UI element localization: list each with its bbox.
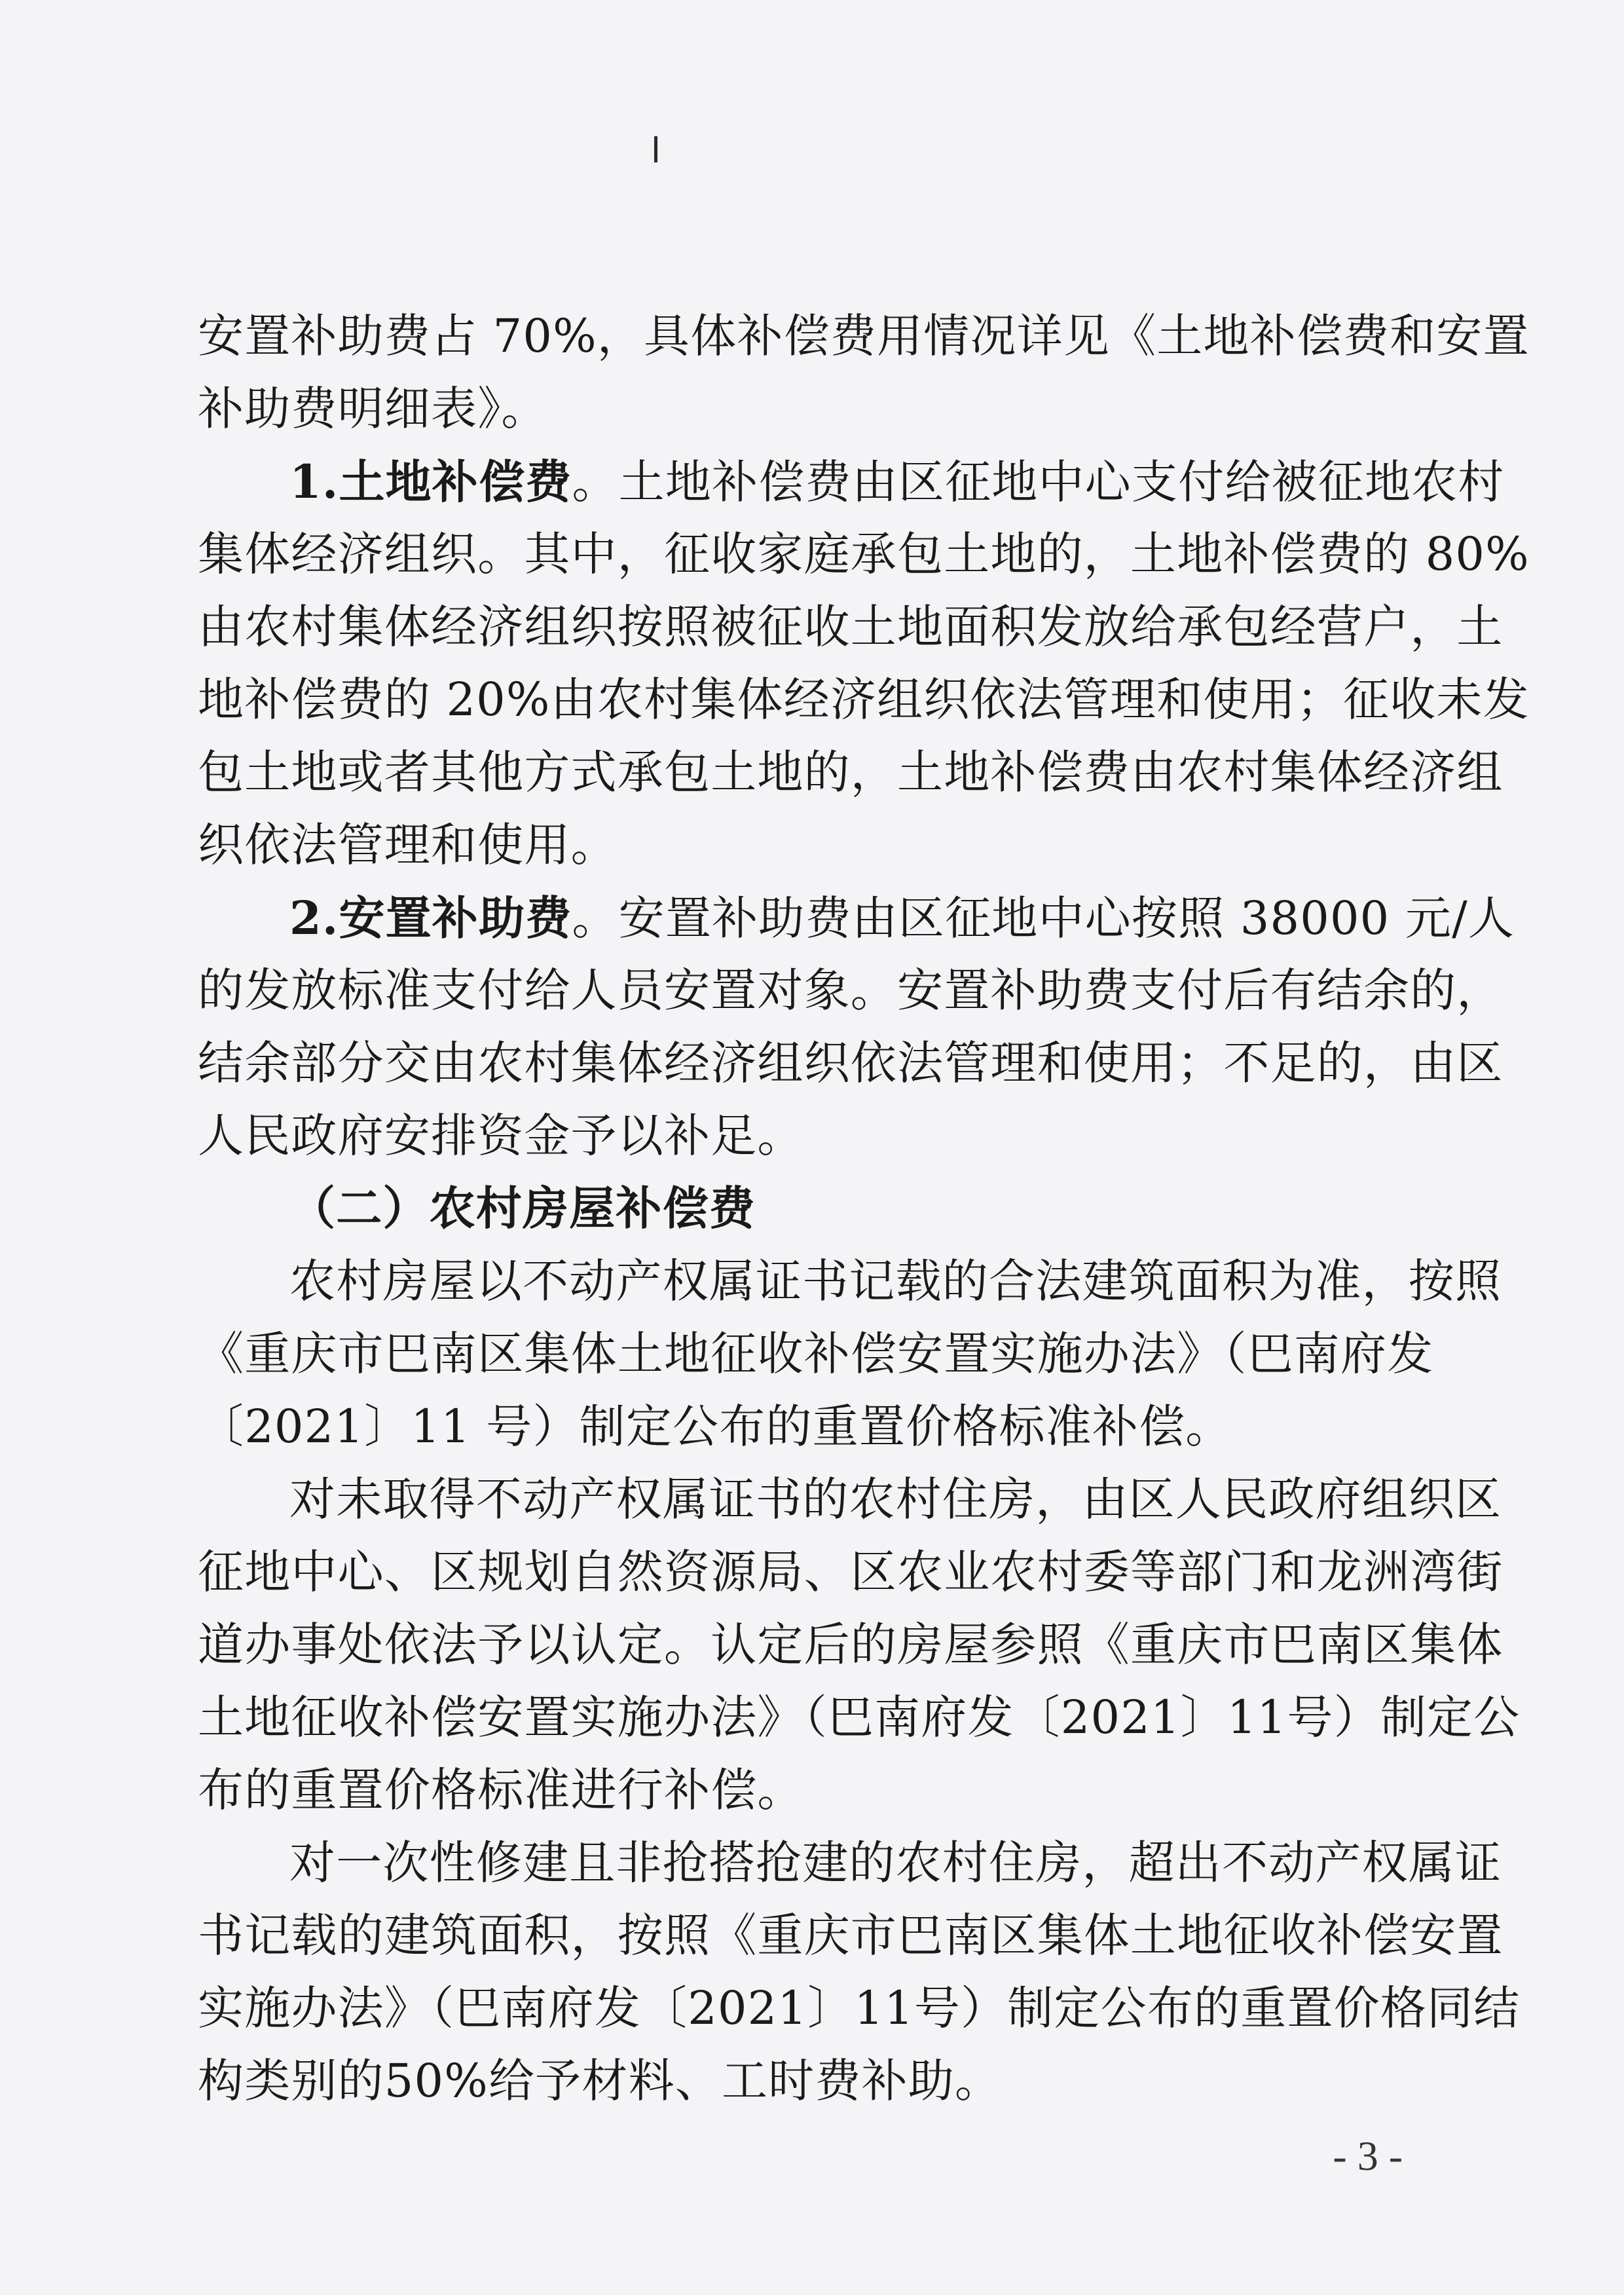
text-line (198, 1536, 1504, 1609)
text-line (198, 1681, 1521, 1754)
line-text: 。土地补偿费由区征地中心支付给被征地农村 (572, 455, 1505, 509)
text-line (198, 1899, 1504, 1972)
line-text: 由农村集体经济组织按照被征收土地面积发放给承包经营户，土 (198, 600, 1504, 654)
text-line (198, 518, 1530, 591)
line-text: 人民政府安排资金予以补足。 (198, 1109, 804, 1163)
line-text: 结余部分交由农村集体经济组织依法管理和使用；不足的，由区 (198, 1036, 1504, 1090)
line-text: 道办事处依法予以认定。认定后的房屋参照《重庆市巴南区集体 (198, 1618, 1504, 1671)
text-line (198, 954, 1504, 1027)
text-line (198, 373, 1403, 445)
text-line (198, 1827, 1502, 1899)
line-text: 〔2021〕11 号）制定公布的重置价格标准补偿。 (198, 1400, 1232, 1453)
line-text: 对未取得不动产权属证书的农村住房，由区人民政府组织区 (289, 1472, 1502, 1526)
line-text: 包土地或者其他方式承包土地的，土地补偿费由农村集体经济组 (198, 745, 1504, 799)
line-text: （二）农村房屋补偿费 (289, 1182, 756, 1235)
text-line (198, 1100, 1403, 1172)
text-line (198, 300, 1530, 373)
line-text: 构类别的50%给予材料、工时费补助。 (198, 2054, 1002, 2108)
line-text: 补助费明细表》。 (198, 382, 548, 436)
text-line (198, 663, 1530, 736)
text-line (198, 1972, 1521, 2045)
text-line (198, 591, 1504, 663)
line-text: 实施办法》（巴南府发〔2021〕11号）制定公布的重置价格同结 (198, 1981, 1521, 2035)
text-line (198, 1390, 1403, 1463)
text-line (198, 1609, 1504, 1681)
text-line (198, 1245, 1502, 1318)
text-line (198, 736, 1504, 809)
text-line (198, 882, 1515, 954)
text-line (198, 1027, 1504, 1100)
line-text: 对一次性修建且非抢搭抢建的农村住房，超出不动产权属证 (289, 1836, 1502, 1890)
line-text: 征地中心、区规划自然资源局、区农业农村委等部门和龙洲湾街 (198, 1545, 1504, 1599)
line-text: 。安置补助费由区征地中心按照 38000 元/人 (572, 891, 1515, 945)
section-lead: 2.安置补助费 (289, 891, 572, 945)
text-line (198, 1318, 1434, 1390)
line-text: 的发放标准支付给人员安置对象。安置补助费支付后有结余的， (198, 963, 1504, 1017)
text-line (198, 2045, 1403, 2118)
line-text: 织依法管理和使用。 (198, 818, 618, 872)
text-line (198, 809, 1403, 882)
line-text: 书记载的建筑面积，按照《重庆市巴南区集体土地征收补偿安置 (198, 1909, 1504, 1962)
line-text: 土地征收补偿安置实施办法》（巴南府发〔2021〕11号）制定公 (198, 1690, 1521, 1744)
text-line (198, 445, 1505, 518)
line-text: 集体经济组织。其中，征收家庭承包土地的，土地补偿费的 80% (198, 527, 1530, 581)
line-text: 安置补助费占 70%，具体补偿费用情况详见《土地补偿费和安置 (198, 309, 1530, 363)
text-line (198, 1754, 1403, 1827)
text-line (198, 1172, 1403, 1245)
line-text: 地补偿费的 20%由农村集体经济组织依法管理和使用；征收未发 (198, 673, 1530, 726)
body-text (198, 300, 1530, 2118)
page-number: - 3 - (1333, 2133, 1403, 2179)
scan-mark (654, 136, 657, 162)
text-line (198, 1463, 1502, 1536)
section-lead: 1.土地补偿费 (289, 455, 572, 509)
line-text: 《重庆市巴南区集体土地征收补偿安置实施办法》（巴南府发 (198, 1327, 1434, 1381)
line-text: 布的重置价格标准进行补偿。 (198, 1763, 804, 1817)
line-text: 农村房屋以不动产权属证书记载的合法建筑面积为准，按照 (289, 1254, 1502, 1308)
